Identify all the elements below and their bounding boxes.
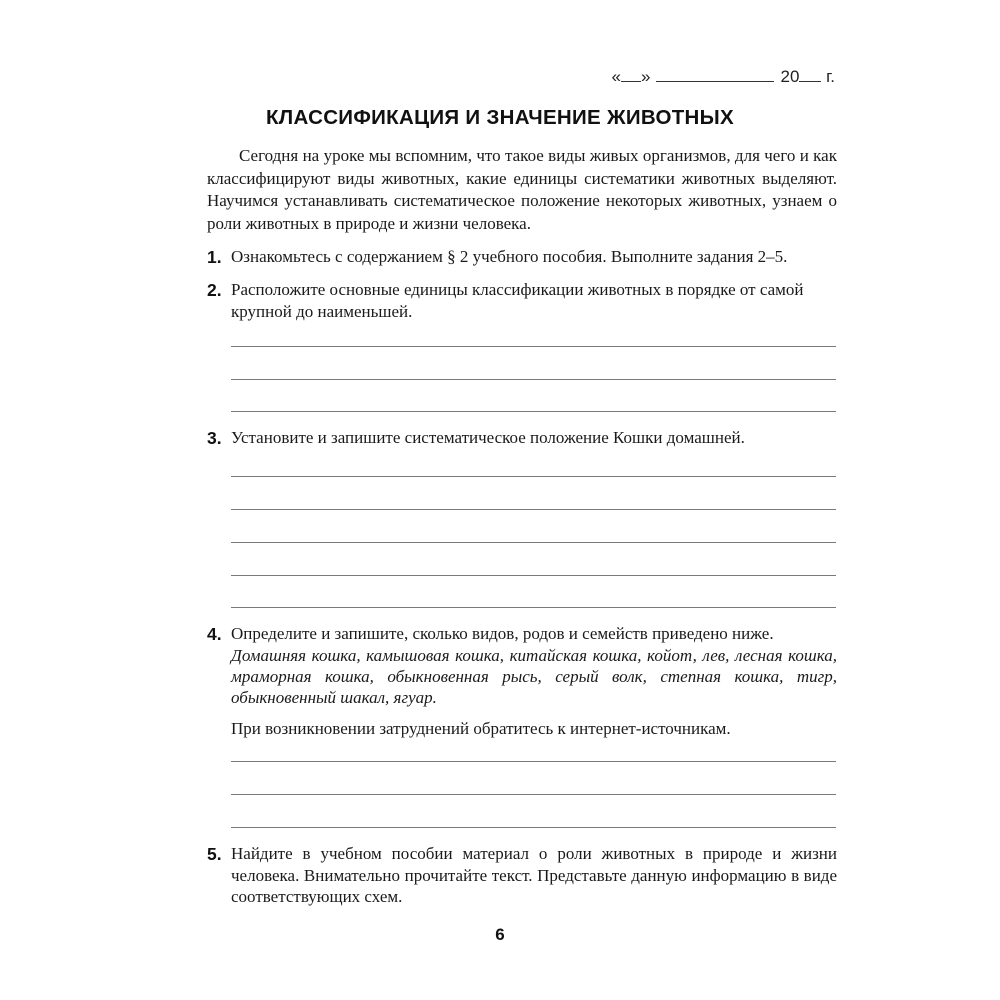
answer-line[interactable] bbox=[231, 827, 836, 828]
answer-line[interactable] bbox=[231, 509, 836, 510]
answer-line[interactable] bbox=[231, 794, 836, 795]
answer-line[interactable] bbox=[231, 575, 836, 576]
answer-line[interactable] bbox=[231, 542, 836, 543]
answer-line[interactable] bbox=[231, 346, 836, 347]
year-blank[interactable] bbox=[799, 67, 821, 82]
answer-line[interactable] bbox=[231, 411, 836, 412]
day-blank[interactable] bbox=[621, 67, 641, 82]
task-number: 1. bbox=[207, 247, 222, 267]
year-suffix: г. bbox=[826, 67, 835, 86]
task-text: Найдите в учебном пособии материал о роли животных в природе и жизни человека. Внимательно прочитайте текст. Представьте данную информацию в виде соответствующих схем. bbox=[231, 844, 837, 906]
answer-line[interactable] bbox=[231, 379, 836, 380]
page-number: 6 bbox=[495, 925, 505, 944]
task-5 bbox=[207, 843, 837, 908]
task-number: 4. bbox=[207, 624, 222, 644]
task-number: 3. bbox=[207, 428, 222, 448]
task-text: Ознакомьтесь с содержанием § 2 учебного пособия. Выполните задания 2–5. bbox=[231, 247, 788, 266]
answer-line[interactable] bbox=[231, 607, 836, 608]
page-title: КЛАССИФИКАЦИЯ И ЗНАЧЕНИЕ ЖИВОТНЫХ bbox=[266, 106, 734, 129]
answer-line[interactable] bbox=[231, 476, 836, 477]
year-prefix: 20 bbox=[780, 67, 800, 86]
task-4 bbox=[207, 623, 837, 739]
task-note: При возникновении затруднений обратитесь к интернет-источникам. bbox=[231, 718, 731, 738]
date-quote-close: » bbox=[641, 67, 651, 86]
date-quote-open: « bbox=[611, 67, 622, 86]
answer-line[interactable] bbox=[231, 761, 836, 762]
task-2 bbox=[207, 279, 837, 322]
task-text: Расположите основные единицы классификации животных в порядке от самой крупной до наименьшей. bbox=[231, 280, 804, 321]
task-number: 5. bbox=[207, 844, 222, 864]
task-3 bbox=[207, 427, 837, 449]
animal-list: Домашняя кошка, камышовая кошка, китайская кошка, койот, лев, лесная кошка, мраморная кошка, обыкновенная рысь, серый волк, степная кошка, тигр, обыкновенный шакал, ягуар. bbox=[231, 645, 837, 707]
task-text: Определите и запишите, сколько видов, родов и семейств приведено ниже. bbox=[231, 624, 774, 643]
month-blank[interactable] bbox=[656, 67, 774, 82]
task-number: 2. bbox=[207, 280, 222, 300]
intro-paragraph: Сегодня на уроке мы вспомним, что такое виды живых организмов, для чего и как классифицируют виды животных, какие единицы систематики животных выделяют. Научимся устанавливать систематическое положение некоторых животных, узнаем о роли животных в природе и жизни человека. bbox=[207, 146, 837, 233]
date-field bbox=[612, 67, 835, 87]
task-text: Установите и запишите систематическое положение Кошки домашней. bbox=[231, 428, 745, 447]
task-1 bbox=[207, 246, 837, 268]
